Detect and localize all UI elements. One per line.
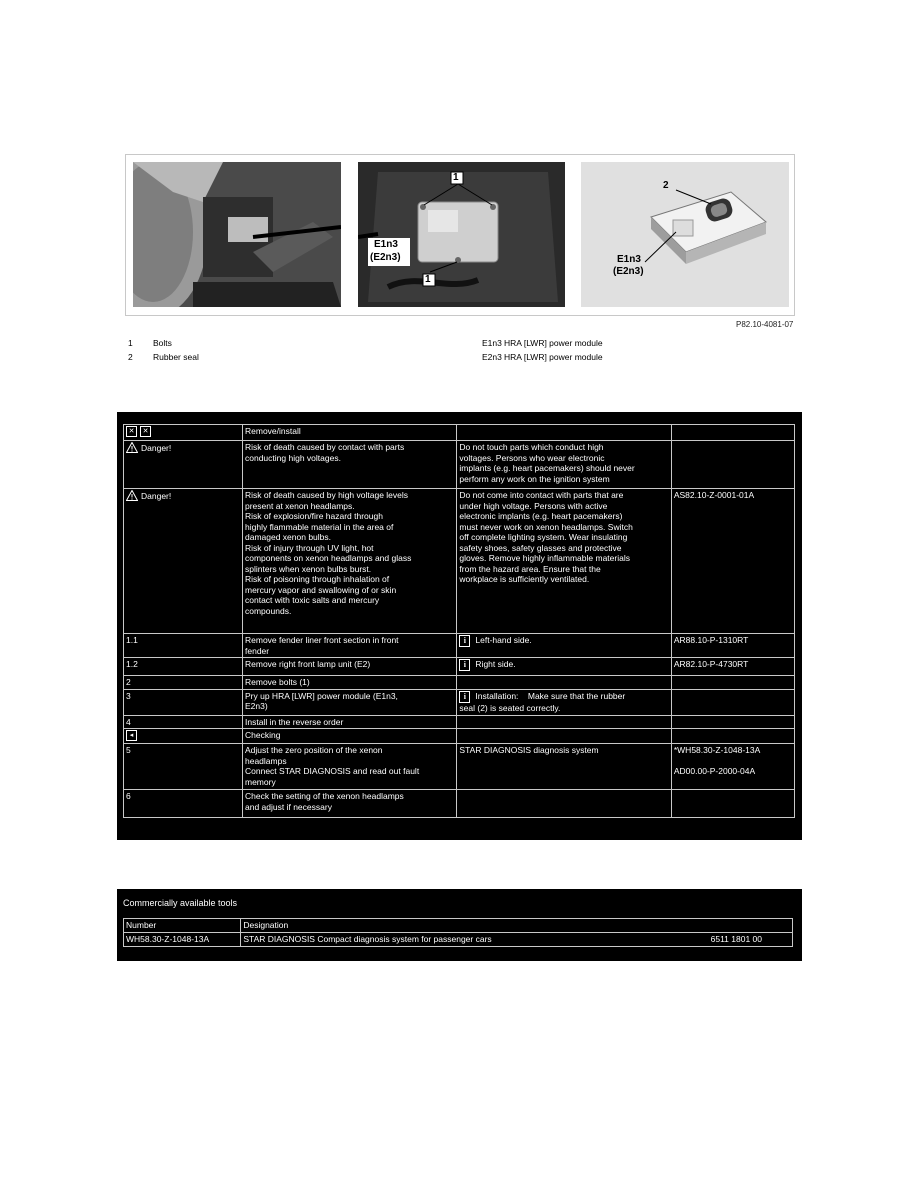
info-icon: i xyxy=(459,691,470,703)
install-icon: ✕ xyxy=(140,426,151,437)
cell-note: i Right side. xyxy=(457,658,671,676)
illustration-figure xyxy=(125,154,795,316)
risk-line: splinters when xenon bulbs burst. xyxy=(245,563,372,574)
risk-line: components on xenon headlamps and glass xyxy=(245,553,412,563)
legend-text: HRA [LWR] power module xyxy=(504,352,603,362)
table-row xyxy=(124,933,793,947)
cell-step: 4 xyxy=(124,715,243,729)
legend-right xyxy=(482,336,603,364)
cell-reference: *WH58.30-Z-1048-13A AD00.00-P-2000-04A xyxy=(671,744,794,790)
cell-step: 1.1 xyxy=(124,634,243,658)
header-number: Number xyxy=(124,919,241,933)
cell-reference[interactable]: AR88.10-P-1310RT xyxy=(671,634,794,658)
header-designation: Designation xyxy=(241,919,793,933)
photo-module-detail xyxy=(581,162,789,307)
cell-step: 3 xyxy=(124,689,243,715)
cell-action: Adjust the zero position of the xenon headlamps Connect STAR DIAGNOSIS and read out fault memory xyxy=(243,744,457,790)
risk-line: Risk of injury through UV light, hot xyxy=(245,542,374,553)
callout-module-e1n3: E1n3 xyxy=(374,239,398,250)
tools-title: Commercially available tools xyxy=(123,898,238,908)
risk-line: compounds. xyxy=(245,605,292,616)
table-row xyxy=(124,689,795,715)
risk-line: mercury vapor and swallowing of or skin xyxy=(245,584,397,595)
legend-item xyxy=(128,336,199,350)
checking-icon: ◂ xyxy=(126,730,137,741)
risk-line: damaged xenon bulbs. xyxy=(245,532,332,542)
callout-bolts-lower: 1 xyxy=(425,274,431,285)
danger-label: Danger! xyxy=(141,491,172,501)
cell-danger xyxy=(124,489,243,634)
measure-line: Do not come into contact with parts that are xyxy=(459,490,624,500)
cell-note: STAR DIAGNOSIS diagnosis system xyxy=(457,744,671,790)
legend-text: Bolts xyxy=(153,338,172,348)
checking-label: Checking xyxy=(243,729,457,744)
cell-action: Pry up HRA [LWR] power module (E1n3, E2n3) xyxy=(243,689,457,715)
measure-line: perform any work on the ignition system xyxy=(459,473,610,484)
legend-item xyxy=(482,336,603,350)
callout-bolts: 1 xyxy=(453,172,459,183)
measure-line: from the hazard area. Ensure that the xyxy=(459,563,601,574)
photo-module-installed xyxy=(358,162,565,307)
risk-line: Risk of death caused by contact with parts xyxy=(245,442,405,452)
table-row xyxy=(124,658,795,676)
callout-module-e2n3-detail: (E2n3) xyxy=(613,266,644,277)
risk-line: contact with toxic salts and mercury xyxy=(245,595,380,605)
risk-line: highly flammable material in the area of xyxy=(245,521,394,532)
figure-reference: P82.10-4081-07 xyxy=(736,320,794,329)
info-icon: i xyxy=(459,659,470,671)
cell-action: Remove bolts (1) xyxy=(243,676,457,690)
measure-line: gloves. Remove highly inflammable materials xyxy=(459,553,630,563)
callout-seal: 2 xyxy=(663,180,669,191)
tool-number[interactable]: WH58.30-Z-1048-13A xyxy=(124,933,241,947)
cell-action: Check the setting of the xenon headlamps and adjust if necessary xyxy=(243,790,457,818)
cell-action: Remove right front lamp unit (E2) xyxy=(243,658,457,676)
cell-action: Install in the reverse order xyxy=(243,715,457,729)
table-row xyxy=(124,489,795,634)
tool-code: 6511 1801 00 xyxy=(710,934,762,944)
danger-label: Danger! xyxy=(141,443,172,453)
measure-line: implants (e.g. heart pacemakers) should never xyxy=(459,463,635,473)
measure-line: voltages. Persons who wear electronic xyxy=(459,452,605,463)
risk-line: Risk of poisoning through inhalation of xyxy=(245,574,390,584)
legend-text: Rubber seal xyxy=(153,352,199,362)
header-remove-install: Remove/install xyxy=(243,425,457,441)
cell-measure xyxy=(457,489,671,634)
warning-icon xyxy=(126,442,138,453)
measure-line: must never work on xenon headlamps. Switch xyxy=(459,521,633,532)
cell-reference[interactable]: AS82.10-Z-0001-01A xyxy=(671,489,794,634)
measure-line: Do not touch parts which conduct high xyxy=(459,442,604,452)
measure-line: electronic implants (e.g. heart pacemakers) xyxy=(459,511,623,521)
callout-module-e2n3: (E2n3) xyxy=(370,252,401,263)
legend-item xyxy=(128,350,199,364)
procedure-panel xyxy=(117,412,802,840)
legend-num: E2n3 xyxy=(482,352,502,362)
legend-item xyxy=(482,350,603,364)
table-row xyxy=(124,425,795,441)
cell-icons xyxy=(124,425,243,441)
cell-note: i Left-hand side. xyxy=(457,634,671,658)
legend-text: HRA [LWR] power module xyxy=(504,338,603,348)
cell-action: Remove fender liner front section in front fender xyxy=(243,634,457,658)
procedure-table xyxy=(123,424,795,818)
measure-line: off complete lighting system. Wear insulating xyxy=(459,532,628,542)
risk-line: conducting high voltages. xyxy=(245,452,341,463)
tools-panel xyxy=(117,889,802,961)
measure-line: workplace is sufficiently ventilated. xyxy=(459,574,590,584)
photo-wheel-arch xyxy=(133,162,341,307)
cell-danger xyxy=(124,441,243,489)
measure-line: safety shoes, safety glasses and protective xyxy=(459,542,622,553)
info-icon: i xyxy=(459,635,470,647)
cell-step: 5 xyxy=(124,744,243,790)
tools-table xyxy=(123,918,793,947)
remove-icon: ✕ xyxy=(126,426,137,437)
legend-num: E1n3 xyxy=(482,338,502,348)
cell-step: 1.2 xyxy=(124,658,243,676)
legend-num: 2 xyxy=(128,352,133,362)
cell-note: i Installation: Make sure that the rubber seal (2) is seated correctly. xyxy=(457,689,671,715)
table-row xyxy=(124,441,795,489)
table-row xyxy=(124,634,795,658)
table-row xyxy=(124,676,795,690)
table-row xyxy=(124,744,795,790)
warning-icon xyxy=(126,490,138,501)
risk-line: Risk of death caused by high voltage levels xyxy=(245,490,409,500)
legend-left xyxy=(128,336,199,364)
legend-num: 1 xyxy=(128,338,133,348)
cell-step: 6 xyxy=(124,790,243,818)
risk-line: present at xenon headlamps. xyxy=(245,500,355,511)
measure-line: under high voltage. Persons with active xyxy=(459,500,608,511)
risk-line: Risk of explosion/fire hazard through xyxy=(245,511,383,521)
cell-measure xyxy=(457,441,671,489)
cell-icons xyxy=(124,729,243,744)
cell-reference[interactable]: AR82.10-P-4730RT xyxy=(671,658,794,676)
table-row xyxy=(124,729,795,744)
table-row xyxy=(124,790,795,818)
cell-risk xyxy=(243,441,457,489)
callout-module-e1n3-detail: E1n3 xyxy=(617,254,641,265)
cell-risk xyxy=(243,489,457,634)
cell-step: 2 xyxy=(124,676,243,690)
table-row xyxy=(124,715,795,729)
tool-designation: STAR DIAGNOSIS Compact diagnosis system for passenger cars 6511 1801 00 xyxy=(241,933,793,947)
table-row xyxy=(124,919,793,933)
